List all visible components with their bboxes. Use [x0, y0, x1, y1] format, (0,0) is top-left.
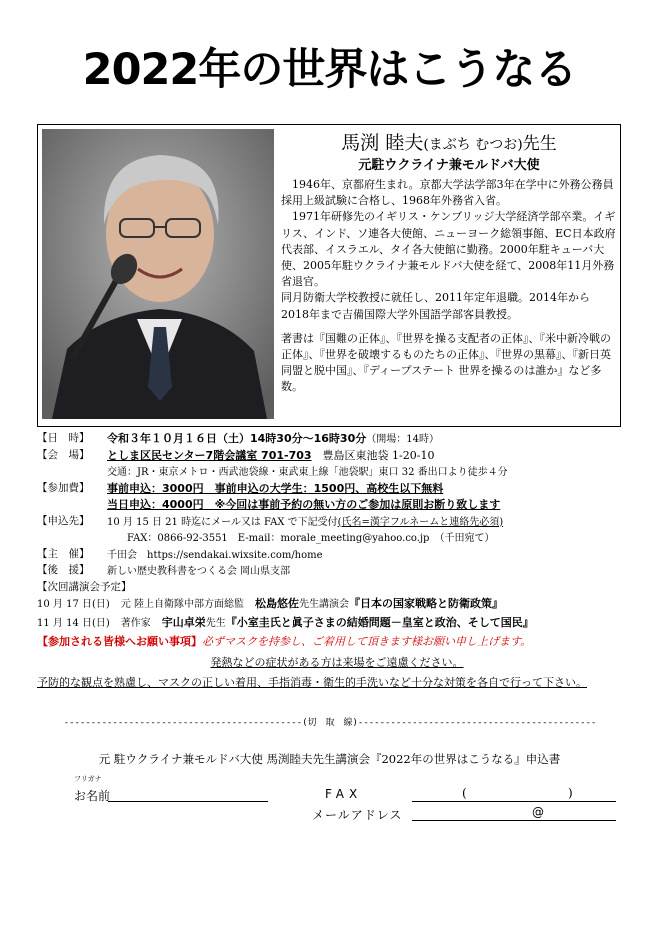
bio-paragraph: 1971年研修先のイギリス・ケンブリッジ大学経済学部卒業。イギリス、インド、ソ連各大使館、ニューヨーク総領事館、EC日本政府代表部、イスラエル、タイ各大使館に勤務。2000年駐キューバ大使、2005年駐ウクライナ兼モルドバ大使を経て、2008年11月外務省退官。: [281, 210, 616, 289]
fax-label: FAX: [325, 787, 363, 801]
venue-address: 豊島区東池袋 1-20-10: [322, 448, 435, 462]
apply-row: [37, 513, 637, 530]
fax-paren-close: ): [568, 786, 573, 800]
form-title: 元 駐ウクライナ兼モルドバ大使 馬渕睦夫先生講演会『2022年の世界はこうなる』申込書: [98, 752, 561, 766]
cut-line: --------------------------------------------(切 取 線)--------------------------------------------: [63, 718, 597, 728]
speaker-photo: [42, 129, 274, 419]
bio-paragraph: 1946年、京都府生まれ。京都大学法学部3年在学中に外務公務員採用上級試験に合格し、1968年外務省入省。: [281, 178, 614, 208]
email-at-sign: @: [532, 805, 544, 819]
fee-sameday-row: [37, 496, 637, 513]
support-row: [37, 562, 637, 579]
access-info: 交通：JR・東京メトロ・西武池袋線・東武東上線「池袋駅」東口 32 番出口より徒歩４分: [107, 467, 508, 478]
mask-request: [37, 633, 637, 652]
organizer: 千田会 https://sendakai.wixsite.com/home: [107, 549, 323, 561]
fee-advance: 事前申込：3000円 事前申込の大学生：1500円、高校生以下無料: [107, 481, 444, 495]
apply-deadline: 10 月 15 日 21 時迄にメール又は FAX で下記受付: [107, 516, 338, 528]
furigana-label: フリガナ: [74, 775, 102, 783]
next-lectures-heading: 【次回講演会予定】: [37, 580, 132, 593]
contact-row: [37, 529, 637, 546]
venue-name: としま区民センター7階会議室 701-703: [107, 448, 312, 462]
speaker-honorific: 先生: [522, 134, 557, 154]
email-label: メールアドレス: [312, 808, 403, 822]
access-row: [37, 463, 637, 480]
contact-info: FAX：0866-92-3551 E-mail：morale_meeting@yahoo.co.jp （千田宛て）: [127, 533, 495, 544]
venue-row: [37, 447, 637, 464]
next-lecture-item: 11 月 14 日(日) 著作家 宇山卓栄先生『小室圭氏と眞子さまの結婚問題－皇室と政治、そして国民』: [37, 615, 534, 629]
support-label: 【後 援】: [37, 564, 90, 576]
datetime-label: 【日 時】: [37, 432, 90, 444]
fax-paren-open: (: [462, 786, 467, 800]
page-title: 2022年の世界はこうなる: [82, 45, 577, 95]
name-field[interactable]: [108, 801, 268, 802]
books-paragraph: 著書は『国難の正体』、『世界を操る支配者の正体』、『米中新冷戦の正体』、『世界を破壊するものたちの正体』、『世界の黒幕』、『新日英同盟と脱中国』、『ディープステート 世界を操るのは誰か』など多数。: [281, 331, 611, 394]
speaker-reading: (まぶち むつお): [423, 137, 523, 153]
event-info: [37, 430, 637, 690]
cut-line-label: (切 取 線): [302, 718, 358, 728]
datetime-row: [37, 430, 637, 447]
fax-field[interactable]: [412, 801, 616, 802]
fee-sameday: 当日申込：4000円 ※今回は事前予約の無い方のご参加は原則お断り致します: [107, 498, 501, 511]
fee-label: 【参加費】: [37, 481, 90, 494]
fever-notice: 発熱などの症状がある方は来場をご遠慮ください。: [210, 655, 464, 669]
organizer-label: 【主 催】: [37, 547, 90, 560]
fee-row: [37, 480, 637, 497]
speaker-bio: [281, 131, 617, 396]
venue-label: 【会 場】: [37, 448, 90, 461]
organizer-row: [37, 546, 637, 563]
support: 新しい歴史教科書をつくる会 岡山県支部: [107, 566, 291, 577]
speaker-role: 元駐ウクライナ兼モルドバ大使: [358, 158, 540, 173]
apply-label: 【申込先】: [37, 514, 90, 527]
bio-paragraph: 同月防衛大学校教授に就任し、2011年定年退職。2014年から2018年まで吉備国際大学外国語学部客員教授。: [281, 291, 590, 321]
doors-open: （開場：14時）: [366, 434, 439, 445]
next-lecture-item: 10 月 17 日(日) 元 陸上自衛隊中部方面総監 松島悠佐先生講演会『日本の国家戦略と防衛政策』: [37, 596, 503, 610]
request-body: 必ずマスクを持参し、ご着用して頂きます様お願い申し上げます。: [202, 634, 532, 648]
apply-required-note: (氏名=漢字フルネームと連絡先必須): [337, 516, 504, 528]
speaker-name: 馬渕 睦夫: [341, 132, 424, 154]
speaker-name-line: [281, 131, 617, 157]
request-heading: 【参加される皆様へお願い事項】: [37, 634, 202, 648]
event-datetime: 令和３年１０月１６日（土）14時30分～16時30分: [107, 432, 367, 445]
speaker-profile: [37, 124, 621, 427]
name-label: お名前: [74, 789, 111, 803]
email-field[interactable]: [412, 820, 616, 821]
prevention-notice: 予防的な観点を熟慮し、マスクの正しい着用、手指消毒・衛生的手洗いなど十分な対策を各自で行って下さい。: [37, 675, 587, 689]
